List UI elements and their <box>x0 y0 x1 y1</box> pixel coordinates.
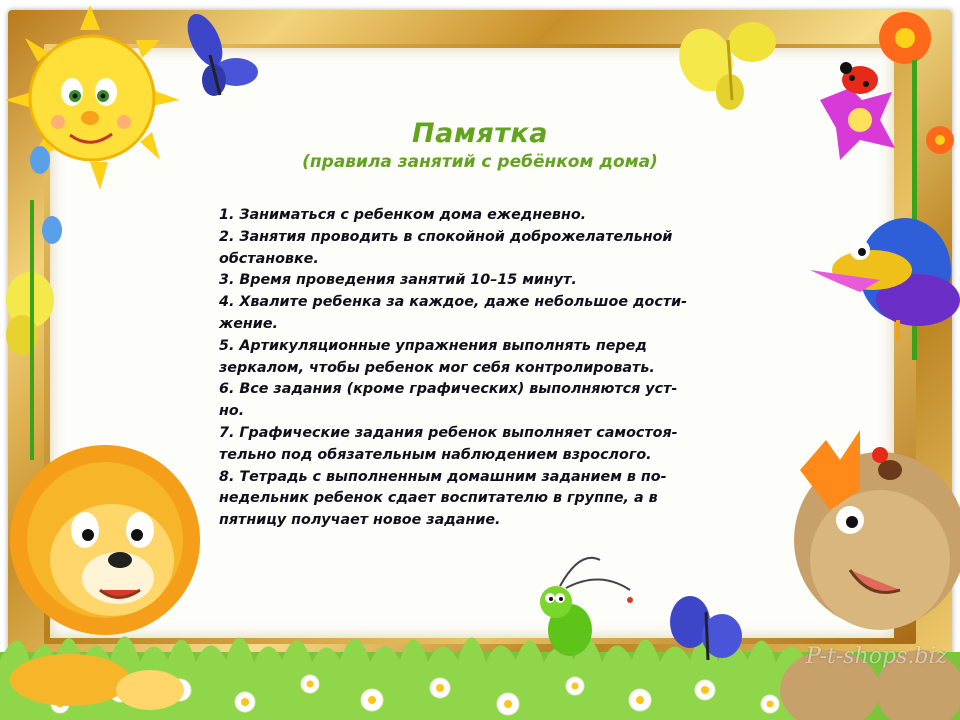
rules-line: пятницу получает новое задание. <box>219 512 501 529</box>
rules-line: недельник ребенок сдает воспитателю в группе, а в <box>219 490 658 507</box>
rules-line: жение. <box>219 315 278 332</box>
rules-line: зеркалом, чтобы ребенок мог себя контролировать. <box>219 359 655 376</box>
watermark: P-t-shops.biz <box>806 644 948 669</box>
page-title: Памятка <box>412 118 548 149</box>
yellow-butterfly-illustration <box>671 21 776 110</box>
rules-line: 7. Графические задания ребенок выполняет самостоя- <box>219 424 678 441</box>
rules-line: обстановке. <box>219 250 319 267</box>
rules-line: 1. Заниматься с ребенком дома ежедневно. <box>219 207 587 223</box>
left-flowers-illustration <box>6 146 62 460</box>
bird-illustration <box>810 218 960 340</box>
rules-line: 2. Занятия проводить в спокойной доброжелательной <box>219 228 673 245</box>
rules-list <box>219 205 789 532</box>
rules-line: 6. Все задания (кроме графических) выполняются уст- <box>219 381 678 398</box>
rules-line: но. <box>219 403 245 420</box>
rules-line: 3. Время проведения занятий 10–15 минут. <box>219 272 577 289</box>
rules-line: 4. Хвалите ребенка за каждое, даже небольшое дости- <box>219 294 688 311</box>
blue-butterfly-illustration <box>180 9 258 96</box>
caterpillar-illustration <box>540 558 633 656</box>
rules-line: 5. Артикуляционные упражнения выполнять перед <box>219 337 647 354</box>
rules-line: 8. Тетрадь с выполненным домашним заданием в по- <box>219 468 667 485</box>
rules-line: тельно под обязательным наблюдением взрослого. <box>219 446 652 463</box>
page-subtitle: (правила занятий с ребёнком дома) <box>302 152 658 172</box>
bear-illustration <box>780 430 960 720</box>
